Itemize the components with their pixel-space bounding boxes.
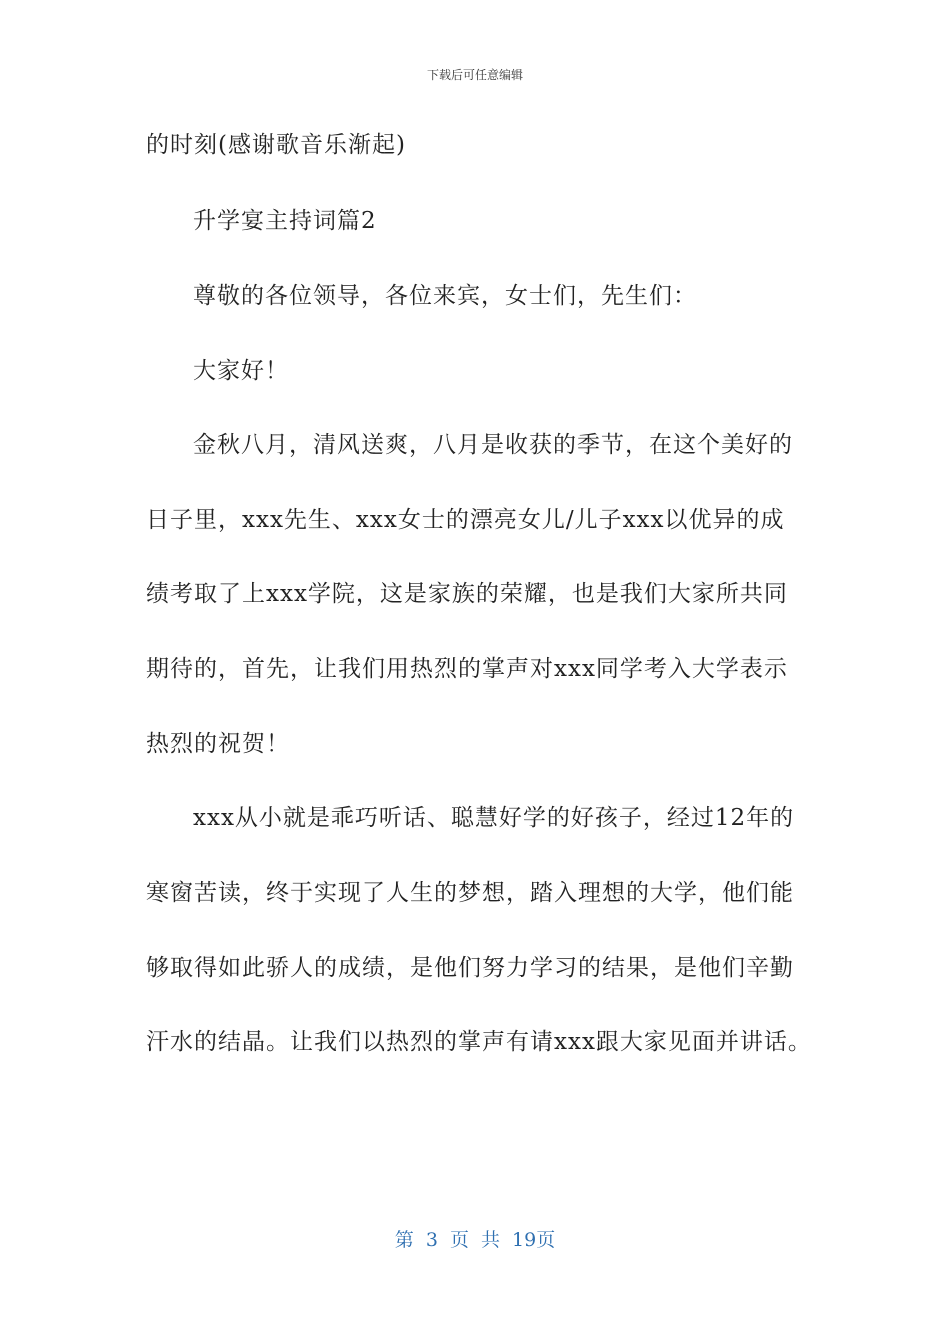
text-line-5: 金秋八月，清风送爽，八月是收获的季节，在这个美好的	[193, 432, 793, 458]
page-header-note: 下载后可任意编辑	[426, 68, 523, 82]
text-line-10: xxx从小就是乖巧听话、聪慧好学的好孩子，经过12年的	[193, 805, 795, 831]
text-line-greeting: 大家好！	[193, 358, 289, 384]
text-line-7: 绩考取了上xxx学院，这是家族的荣耀，也是我们大家所共同	[146, 581, 788, 607]
text-line-11: 寒窗苦读，终于实现了人生的梦想，踏入理想的大学，他们能	[146, 880, 794, 906]
text-line-9: 热烈的祝贺！	[146, 731, 290, 757]
section-title: 升学宴主持词篇2	[193, 208, 377, 234]
page-number-footer: 第 3 页 共 19页	[394, 1229, 556, 1251]
text-line-13: 汗水的结晶。让我们以热烈的掌声有请xxx跟大家见面并讲话。	[146, 1029, 812, 1055]
text-line-12: 够取得如此骄人的成绩，是他们努力学习的结果，是他们辛勤	[146, 955, 794, 981]
text-line-6: 日子里，xxx先生、xxx女士的漂亮女儿/儿子xxx以优异的成	[146, 507, 785, 533]
text-line-8: 期待的，首先，让我们用热烈的掌声对xxx同学考入大学表示	[146, 656, 788, 682]
text-line-salutation: 尊敬的各位领导，各位来宾，女士们，先生们：	[193, 283, 697, 309]
text-line-1: 的时刻(感谢歌音乐渐起)	[146, 132, 406, 158]
